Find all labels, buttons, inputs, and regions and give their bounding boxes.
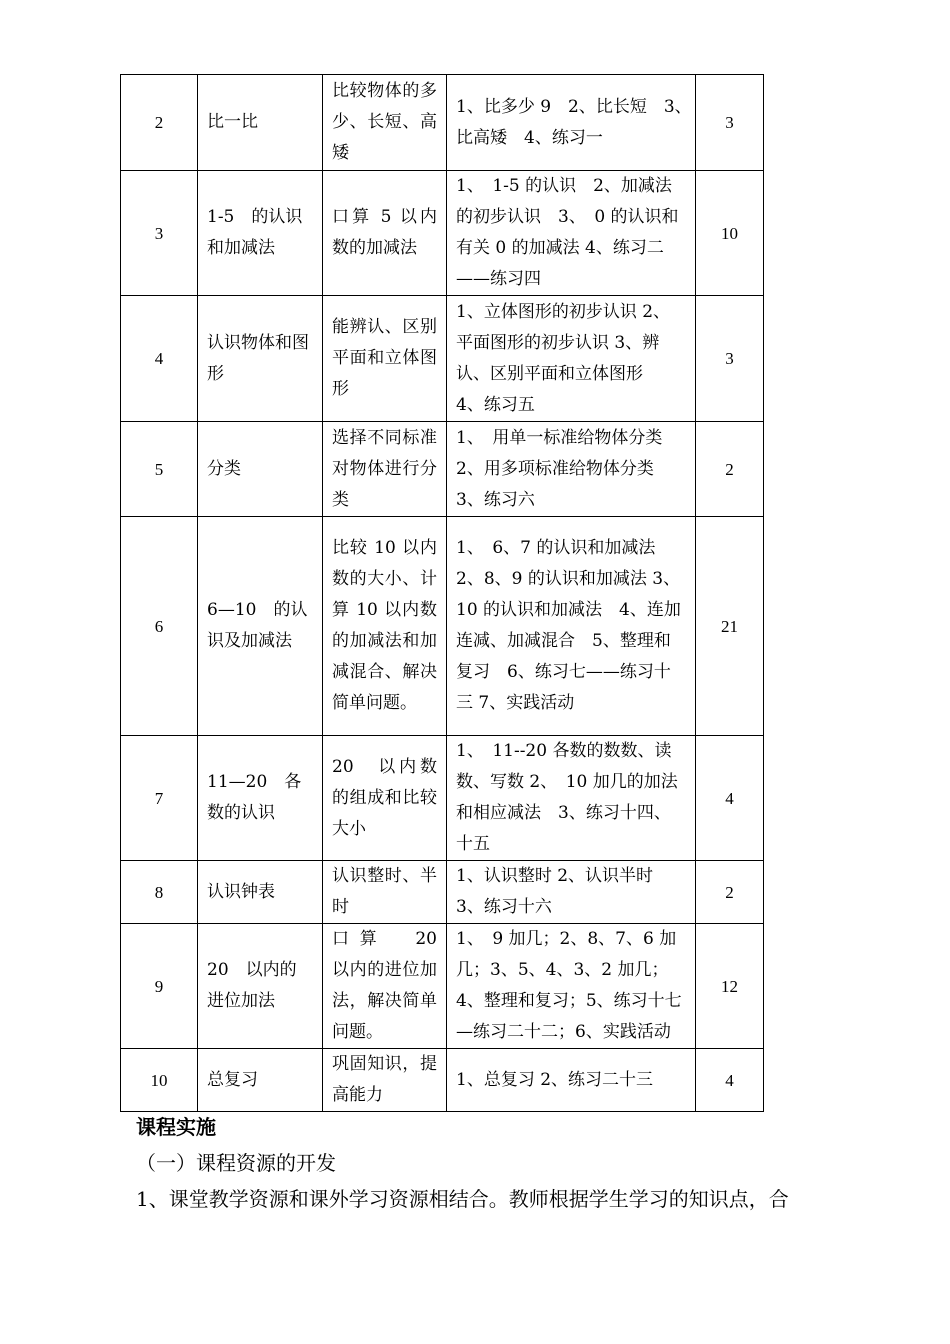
row-number: 7 bbox=[121, 736, 198, 861]
unit-name: 11—20 各数的认识 bbox=[198, 736, 323, 861]
section-heading: 课程实施 bbox=[136, 1115, 216, 1139]
unit-content: 1、总复习 2、练习二十三 bbox=[447, 1049, 696, 1112]
row-number: 3 bbox=[121, 171, 198, 296]
unit-goal: 口算 20 以内的进位加法，解决简单问题。 bbox=[323, 924, 447, 1049]
unit-goal: 20 以内数的组成和比较大小 bbox=[323, 736, 447, 861]
row-number: 8 bbox=[121, 861, 198, 924]
unit-hours: 2 bbox=[696, 422, 764, 517]
table-row bbox=[121, 736, 764, 861]
row-number: 4 bbox=[121, 296, 198, 422]
unit-name: 6—10 的认识及加减法 bbox=[198, 517, 323, 736]
unit-hours: 4 bbox=[696, 736, 764, 861]
unit-content: 1、 9 加几；2、8、7、6 加几；3、5、4、3、2 加几；4、整理和复习；5、练习十七—练习二十二；6、实践活动 bbox=[447, 924, 696, 1049]
unit-name: 认识钟表 bbox=[198, 861, 323, 924]
row-number: 6 bbox=[121, 517, 198, 736]
unit-content: 1、比多少 9 2、比长短 3、 比高矮 4、练习一 bbox=[447, 75, 696, 171]
curriculum-table-body bbox=[121, 75, 764, 1112]
unit-name: 分类 bbox=[198, 422, 323, 517]
unit-hours: 3 bbox=[696, 296, 764, 422]
row-number: 10 bbox=[121, 1049, 198, 1112]
table-row bbox=[121, 296, 764, 422]
curriculum-table bbox=[120, 74, 764, 1112]
table-row bbox=[121, 1049, 764, 1112]
table-row bbox=[121, 861, 764, 924]
unit-hours: 4 bbox=[696, 1049, 764, 1112]
unit-content: 1、 11--20 各数的数数、读数、写数 2、 10 加几的加法和相应减法 3、练习十四、十五 bbox=[447, 736, 696, 861]
unit-content: 1、 6、7 的认识和加减法 2、8、9 的认识和加减法 3、10 的认识和加减法 4、连加连减、加减混合 5、整理和复习 6、练习七——练习十三 7、实践活动 bbox=[447, 517, 696, 736]
unit-hours: 2 bbox=[696, 861, 764, 924]
row-number: 9 bbox=[121, 924, 198, 1049]
row-number: 2 bbox=[121, 75, 198, 171]
unit-goal: 能辨认、区别平面和立体图形 bbox=[323, 296, 447, 422]
unit-goal: 口算 5 以内数的加减法 bbox=[323, 171, 447, 296]
unit-content: 1、 1-5 的认识 2、加减法的初步认识 3、 0 的认识和有关 0 的加减法 4、练习二——练习四 bbox=[447, 171, 696, 296]
section-subheading: （一）课程资源的开发 bbox=[136, 1151, 336, 1175]
unit-goal: 认识整时、半时 bbox=[323, 861, 447, 924]
row-number: 5 bbox=[121, 422, 198, 517]
unit-hours: 3 bbox=[696, 75, 764, 171]
unit-hours: 10 bbox=[696, 171, 764, 296]
unit-hours: 12 bbox=[696, 924, 764, 1049]
unit-name: 1-5 的认识和加减法 bbox=[198, 171, 323, 296]
unit-hours: 21 bbox=[696, 517, 764, 736]
unit-goal: 比较 10 以内数的大小、计算 10 以内数的加减法和加减混合、解决简单问题。 bbox=[323, 517, 447, 736]
table-row bbox=[121, 422, 764, 517]
table-row bbox=[121, 517, 764, 736]
unit-name: 认识物体和图形 bbox=[198, 296, 323, 422]
table-row bbox=[121, 171, 764, 296]
unit-name: 比一比 bbox=[198, 75, 323, 171]
table-row bbox=[121, 924, 764, 1049]
unit-goal: 选择不同标准对物体进行分类 bbox=[323, 422, 447, 517]
unit-content: 1、 用单一标准给物体分类 2、用多项标准给物体分类 3、练习六 bbox=[447, 422, 696, 517]
unit-content: 1、立体图形的初步认识 2、平面图形的初步认识 3、辨认、区别平面和立体图形 4、练习五 bbox=[447, 296, 696, 422]
table-row bbox=[121, 75, 764, 171]
unit-name: 20 以内的进位加法 bbox=[198, 924, 323, 1049]
unit-goal: 巩固知识，提高能力 bbox=[323, 1049, 447, 1112]
unit-content: 1、认识整时 2、认识半时 3、练习十六 bbox=[447, 861, 696, 924]
unit-name: 总复习 bbox=[198, 1049, 323, 1112]
unit-goal: 比较物体的多少、长短、高矮 bbox=[323, 75, 447, 171]
section-paragraph: 1、课堂教学资源和课外学习资源相结合。教师根据学生学习的知识点，合 bbox=[136, 1187, 789, 1211]
